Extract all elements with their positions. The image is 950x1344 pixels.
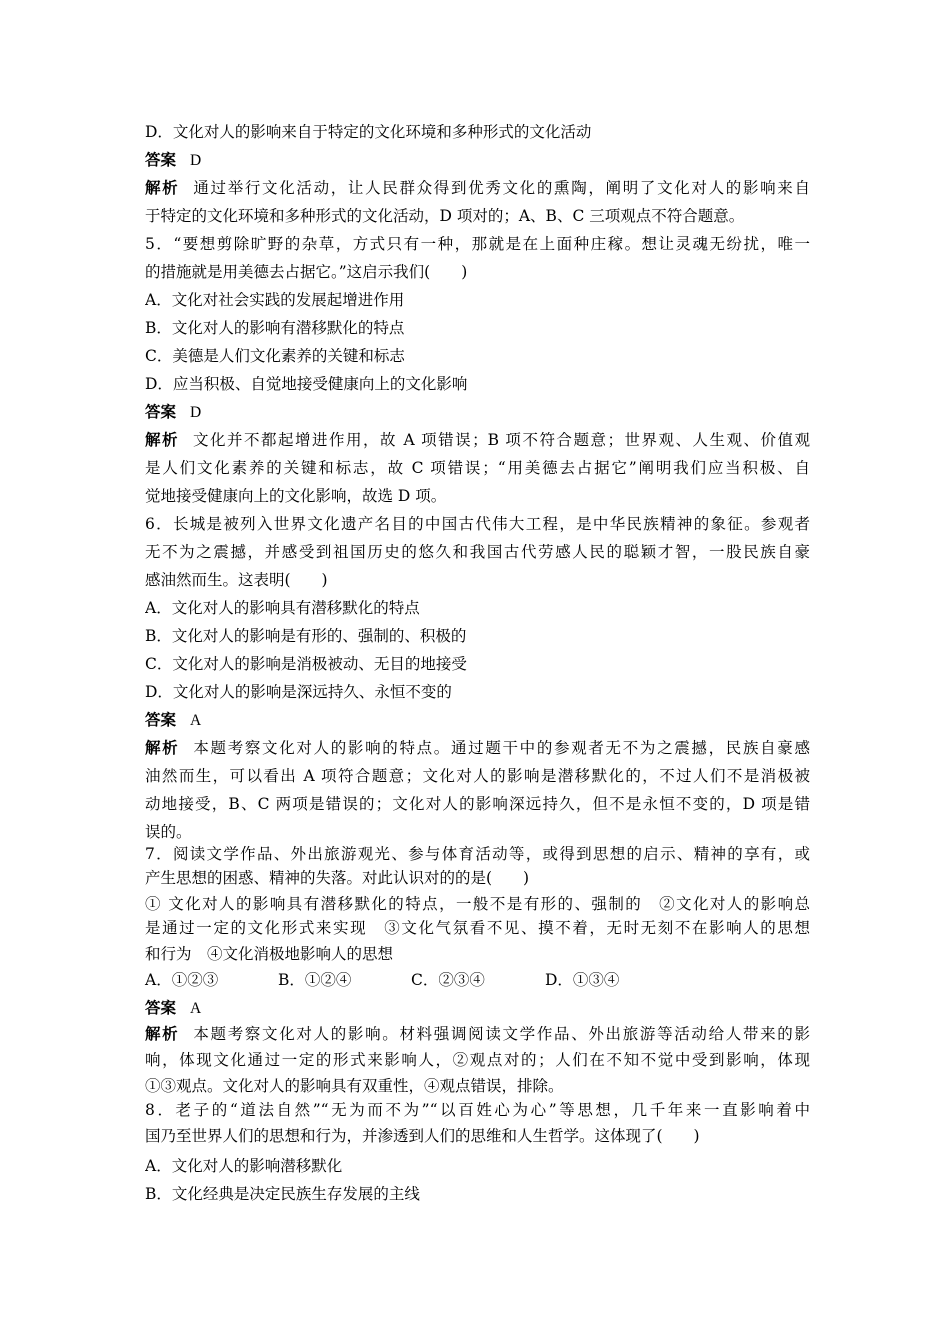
line-text: 误的。	[145, 823, 192, 841]
answer-line	[145, 402, 810, 423]
analysis-line	[145, 1024, 810, 1044]
analysis-line	[145, 430, 810, 450]
analysis-label: 解析	[145, 738, 180, 757]
line-text: 觉地接受健康向上的文化影响，故选 D 项。	[145, 487, 447, 505]
line-text: 8．老子的“道法自然”“无为而不为”“以百姓心为心”等思想，几千年来一直影响着中	[145, 1101, 810, 1119]
line-text: D．文化对人的影响来自于特定的文化环境和多种形式的文化活动	[145, 123, 592, 141]
analysis-label: 解析	[145, 1024, 180, 1043]
analysis-label: 解析	[145, 178, 180, 197]
q7-option: A．①②③	[145, 971, 219, 989]
text-line	[145, 1050, 810, 1070]
text-line	[145, 894, 810, 914]
line-text: 是人们文化素养的关键和标志，故 C 项错误；“用美德去占据它”阐明我们应当积极、自	[145, 459, 810, 477]
text-line	[145, 598, 810, 618]
text-line	[145, 626, 810, 646]
analysis-line	[145, 178, 810, 198]
answer-label: 答案	[145, 710, 177, 729]
text-line	[145, 1156, 810, 1176]
line-text: 响，体现文化通过一定的形式来影响人，②观点对的；人们在不知不觉中受到影响，体现	[145, 1051, 810, 1069]
q7-option: C．②③④	[411, 971, 485, 989]
text-line	[145, 918, 810, 938]
text-line	[145, 122, 810, 142]
line-text: 油然而生，可以看出 A 项符合题意；文化对人的影响是潜移默化的，不过人们不是消极被	[145, 767, 810, 785]
text-line	[145, 290, 810, 310]
answer-line	[145, 710, 810, 731]
text-line	[145, 1100, 810, 1120]
text-line	[145, 542, 810, 562]
line-text: C．文化对人的影响是消极被动、无目的地接受	[145, 655, 467, 673]
line-text: 5．“要想剪除旷野的杂草，方式只有一种，那就是在上面种庄稼。想让灵魂无纷扰，唯一	[145, 235, 810, 253]
line-text: 无不为之震撼，并感受到祖国历史的悠久和我国古代劳感人民的聪颖才智，一股民族自豪	[145, 543, 810, 561]
text-line	[145, 458, 810, 478]
text-line	[145, 766, 810, 786]
text-line	[145, 346, 810, 366]
answer-value: A	[190, 1000, 202, 1017]
text-line	[145, 206, 810, 226]
line-text: B．文化对人的影响有潜移默化的特点	[145, 319, 405, 337]
text-line	[145, 262, 810, 282]
answer-value: D	[190, 152, 202, 169]
line-text: C．美德是人们文化素养的关键和标志	[145, 347, 405, 365]
text-line	[145, 1126, 810, 1146]
line-text: B．文化经典是决定民族生存发展的主线	[145, 1185, 420, 1203]
line-text: D．文化对人的影响是深远持久、永恒不变的	[145, 683, 452, 701]
line-text: 本题考察文化对人的影响的特点。通过题干中的参观者无不为之震撼，民族自豪感	[193, 739, 810, 757]
q7-options-row	[145, 970, 810, 990]
line-text: 文化并不都起增进作用，故 A 项错误；B 项不符合题意；世界观、人生观、价值观	[193, 431, 810, 449]
text-line	[145, 844, 810, 864]
line-text: 产生思想的困惑、精神的失落。对此认识对的的是( )	[145, 869, 530, 887]
line-text: ①③观点。文化对人的影响具有双重性，④观点错误，排除。	[145, 1077, 564, 1095]
answer-label: 答案	[145, 998, 177, 1017]
line-text: 的措施就是用美德去占据它。”这启示我们( )	[145, 263, 468, 281]
q7-option: B．①②④	[278, 971, 352, 989]
answer-line	[145, 150, 810, 171]
line-text: 是通过一定的文化形式来实现 ③文化气氛看不见、摸不着，无时无刻不在影响人的思想	[145, 919, 810, 937]
q7-option: D．①③④	[545, 971, 620, 989]
line-text: 通过举行文化活动，让人民群众得到优秀文化的熏陶，阐明了文化对人的影响来自	[193, 179, 810, 197]
line-text: 动地接受，B、C 两项是错误的；文化对人的影响深远持久，但不是永恒不变的，D 项是错	[145, 795, 810, 813]
line-text: A．文化对社会实践的发展起增进作用	[145, 291, 405, 309]
line-text: 和行为 ④文化消极地影响人的思想	[145, 945, 394, 963]
answer-line	[145, 998, 810, 1019]
text-line	[145, 1076, 810, 1096]
answer-value: D	[190, 404, 202, 421]
line-text: 于特定的文化环境和多种形式的文化活动，D 项对的；A、B、C 三项观点不符合题意。	[145, 207, 745, 225]
text-line	[145, 514, 810, 534]
line-text: 6．长城是被列入世界文化遗产名目的中国古代伟大工程，是中华民族精神的象征。参观者	[145, 515, 810, 533]
text-line	[145, 654, 810, 674]
answer-label: 答案	[145, 402, 177, 421]
text-line	[145, 234, 810, 254]
text-line	[145, 822, 810, 842]
text-line	[145, 374, 810, 394]
answer-label: 答案	[145, 150, 177, 169]
text-line	[145, 1184, 810, 1204]
line-text: ① 文化对人的影响具有潜移默化的特点，一般不是有形的、强制的 ②文化对人的影响总	[145, 895, 810, 913]
answer-value: A	[190, 712, 202, 729]
line-text: 7．阅读文学作品、外出旅游观光、参与体育活动等，或得到思想的启示、精神的享有，或	[145, 845, 810, 863]
line-text: D．应当积极、自觉地接受健康向上的文化影响	[145, 375, 468, 393]
text-line	[145, 318, 810, 338]
text-line	[145, 486, 810, 506]
analysis-line	[145, 738, 810, 758]
line-text: 国乃至世界人们的思想和行为，并渗透到人们的思维和人生哲学。这体现了( )	[145, 1127, 700, 1145]
text-line	[145, 868, 810, 888]
line-text: 本题考察文化对人的影响。材料强调阅读文学作品、外出旅游等活动给人带来的影	[193, 1025, 810, 1043]
line-text: A．文化对人的影响潜移默化	[145, 1157, 343, 1175]
text-line	[145, 794, 810, 814]
text-line	[145, 570, 810, 590]
line-text: B．文化对人的影响是有形的、强制的、积极的	[145, 627, 467, 645]
line-text: 感油然而生。这表明( )	[145, 571, 328, 589]
text-line	[145, 682, 810, 702]
analysis-label: 解析	[145, 430, 180, 449]
line-text: A．文化对人的影响具有潜移默化的特点	[145, 599, 420, 617]
text-line	[145, 944, 810, 964]
